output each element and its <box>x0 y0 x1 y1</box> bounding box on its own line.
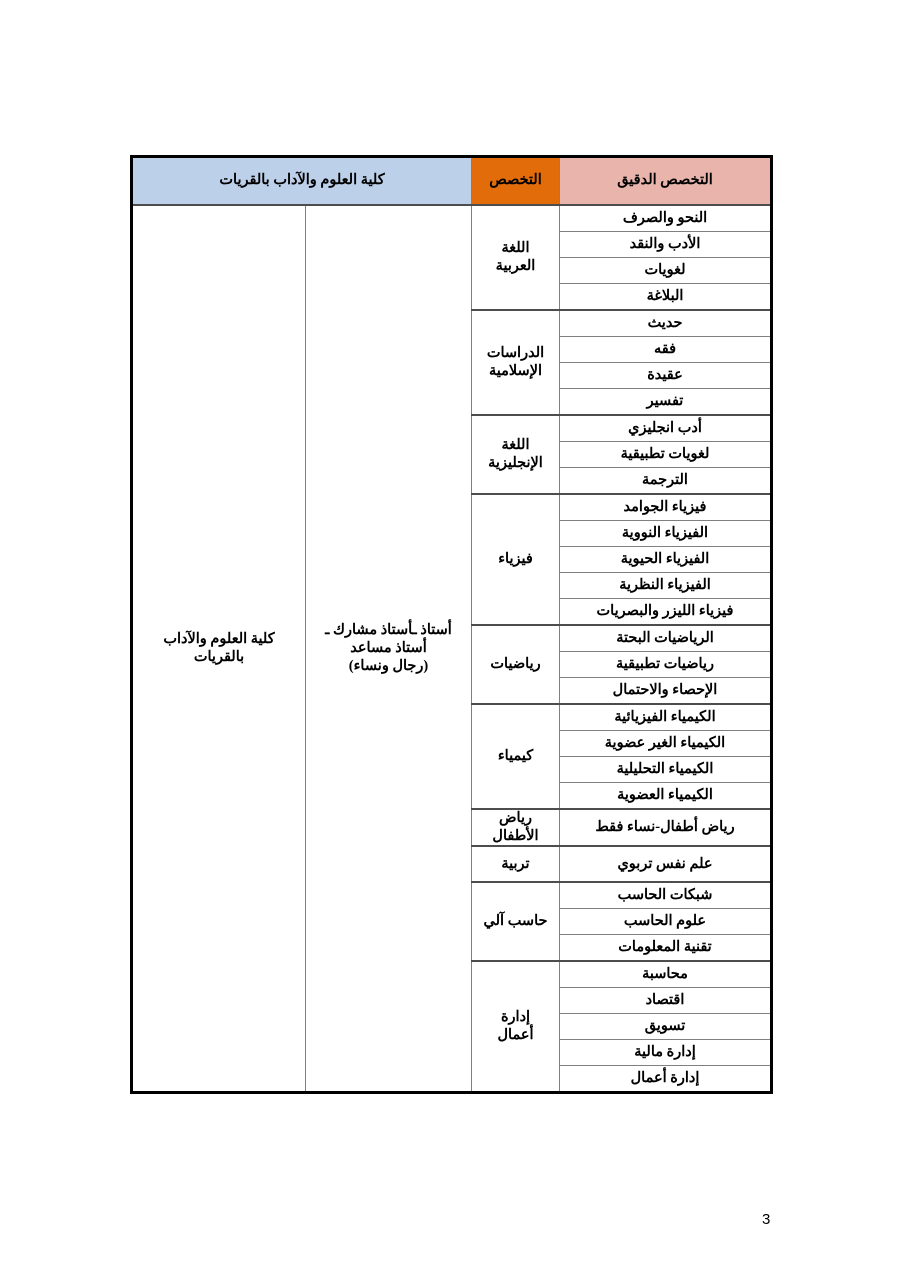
detailed-specialization-cell: حديث <box>560 310 772 337</box>
academic-rank-line: (رجال ونساء) <box>348 657 429 674</box>
specialization-line: اللغة <box>501 436 530 453</box>
specialization-line: اللغة <box>501 239 530 256</box>
college-name-cell <box>132 205 306 1093</box>
specialization-cell <box>472 846 560 882</box>
detailed-specialization-cell: محاسبة <box>560 961 772 988</box>
specialization-table-container <box>133 155 773 1094</box>
specialization-line: الدراسات <box>486 344 545 361</box>
detailed-specialization-cell: فيزياء الجوامد <box>560 494 772 521</box>
specialization-line: العربية <box>495 257 536 274</box>
detailed-specialization-cell: فيزياء الليزر والبصريات <box>560 599 772 626</box>
detailed-specialization-cell: تسويق <box>560 1014 772 1040</box>
detailed-specialization-cell: الإحصاء والاحتمال <box>560 678 772 705</box>
detailed-specialization-cell: الفيزياء النظرية <box>560 573 772 599</box>
detailed-specialization-cell: تفسير <box>560 389 772 416</box>
detailed-specialization-cell: الفيزياء النووية <box>560 521 772 547</box>
specialization-cell <box>472 415 560 494</box>
academic-rank-cell <box>306 205 472 1093</box>
detailed-specialization-cell: الكيمياء التحليلية <box>560 757 772 783</box>
column-header-specialization: التخصص <box>472 157 560 206</box>
detailed-specialization-cell: البلاغة <box>560 284 772 311</box>
college-name-line: كلية العلوم والآداب <box>163 631 275 647</box>
detailed-specialization-cell: النحو والصرف <box>560 205 772 232</box>
detailed-specialization-cell: الكيمياء العضوية <box>560 783 772 810</box>
specialization-table <box>130 155 773 1094</box>
detailed-specialization-cell: فقه <box>560 337 772 363</box>
detailed-specialization-cell: الأدب والنقد <box>560 232 772 258</box>
specialization-cell <box>472 310 560 415</box>
specialization-cell <box>472 205 560 310</box>
specialization-line: الإسلامية <box>488 362 542 379</box>
detailed-specialization-cell: اقتصاد <box>560 988 772 1014</box>
detailed-specialization-cell: لغويات <box>560 258 772 284</box>
specialization-line: فيزياء <box>498 550 533 567</box>
column-header-college: كلية العلوم والآداب بالقريات <box>132 157 472 206</box>
specialization-line: رياضيات <box>490 655 541 672</box>
specialization-line: تربية <box>501 855 530 872</box>
specialization-cell <box>472 809 560 846</box>
detailed-specialization-cell: الرياضيات البحتة <box>560 625 772 652</box>
detailed-specialization-cell: علوم الحاسب <box>560 909 772 935</box>
detailed-specialization-cell: الكيمياء الغير عضوية <box>560 731 772 757</box>
specialization-cell <box>472 704 560 809</box>
detailed-specialization-cell: إدارة أعمال <box>560 1066 772 1093</box>
page-number: 3 <box>762 1211 771 1228</box>
detailed-specialization-cell: الفيزياء الحيوية <box>560 547 772 573</box>
detailed-specialization-cell: رياض أطفال-نساء فقط <box>560 809 772 846</box>
detailed-specialization-cell: رياضيات تطبيقية <box>560 652 772 678</box>
specialization-cell <box>472 961 560 1093</box>
academic-rank-line: أستاذ ـأستاذ مشارك ـ <box>325 622 452 639</box>
specialization-line: كيمياء <box>497 747 534 764</box>
specialization-line: رياض <box>499 810 532 826</box>
detailed-specialization-cell: أدب انجليزي <box>560 415 772 442</box>
detailed-specialization-cell: الكيمياء الفيزيائية <box>560 704 772 731</box>
detailed-specialization-cell: شبكات الحاسب <box>560 882 772 909</box>
college-name-line: بالقريات <box>193 648 245 665</box>
specialization-line: إدارة <box>500 1009 531 1026</box>
detailed-specialization-cell: الترجمة <box>560 468 772 495</box>
specialization-cell <box>472 625 560 704</box>
column-header-detailed-specialization: التخصص الدقيق <box>560 157 772 206</box>
detailed-specialization-cell: تقنية المعلومات <box>560 935 772 962</box>
specialization-line: أعمال <box>497 1026 534 1043</box>
specialization-line: الإنجليزية <box>488 454 543 471</box>
table-header <box>132 157 772 206</box>
detailed-specialization-cell: لغويات تطبيقية <box>560 442 772 468</box>
table-body <box>132 205 772 1093</box>
detailed-specialization-cell: عقيدة <box>560 363 772 389</box>
table-header-row <box>132 157 772 206</box>
specialization-line: الأطفال <box>492 827 539 844</box>
detailed-specialization-cell: علم نفس تربوي <box>560 846 772 882</box>
table-row <box>132 205 772 232</box>
specialization-cell <box>472 494 560 625</box>
specialization-cell <box>472 882 560 961</box>
detailed-specialization-cell: إدارة مالية <box>560 1040 772 1066</box>
academic-rank-line: أستاذ مساعد <box>350 639 427 656</box>
specialization-line: حاسب آلي <box>483 913 548 930</box>
